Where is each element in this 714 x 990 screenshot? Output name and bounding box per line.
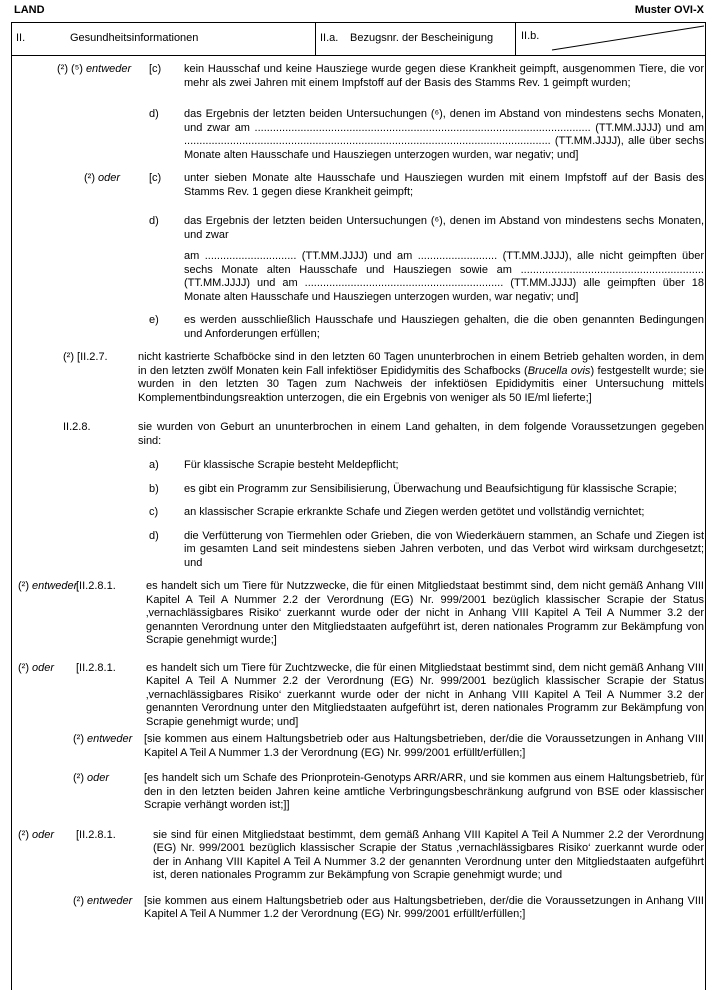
clause-row: [13, 108, 704, 162]
clause-row: [13, 895, 704, 922]
clause-item-letter: b): [149, 482, 159, 495]
clause-text: sie wurden von Geburt an ununterbrochen in einem Land gehalten, in dem folgende Voraussetzungen gegeben sind:: [138, 421, 704, 447]
header-cell-health-info: [12, 23, 316, 55]
clause-item-letter: d): [149, 529, 159, 542]
ref-number: II.a.: [320, 32, 339, 45]
clause-row: [13, 662, 704, 730]
clause-paragraph-dates: am .............................. (TT.MM.JJJJ) und am .......................... (TT.MM.JJJJ), alle nicht geimpften über sechs Monate alten Hausschafe und Hausziegen sowie am ............................................................ (TT.MM.JJJJ) und am ................................................................. (TT.MM.JJJJ) alle geimpften über 18 Monate alten Hausschafe und Hausziegen unterzogen wurden, war negativ; und]: [184, 250, 704, 303]
country-label: LAND: [14, 4, 45, 16]
clause-row: [13, 733, 704, 760]
page-top-bar: [0, 0, 714, 18]
table-header-row: [12, 23, 705, 56]
clause-margin-label: [13, 314, 149, 341]
clause-margin-label: (²) (⁵) entweder: [57, 63, 132, 75]
clause-item-letter: e): [149, 314, 159, 326]
clause-item-letter: d): [149, 108, 159, 120]
table-body: [12, 56, 705, 922]
clause-margin-label: (²) entweder: [73, 894, 133, 907]
clause-text: sie sind für einen Mitgliedstaat bestimmt, dem gemäß Anhang VIII Kapitel A Teil A Nummer 2.2 der Verordnung (EG) Nr. 999/2001 bezüglich klassischer Scrapie der Status ‚vernachlässigbares Risiko‘ zuerkannt wurde oder der in Anhang VIII Kapitel A Teil A Nummer 3.2 der genannten Verordnung unter den Mitgliedstaaten aufgeführt ist, deren nationales Programm zur Bekämpfung von Scrapie genehmigt wurde; und: [153, 828, 704, 881]
clause-text: [es handelt sich um Schafe des Prionprotein-Genotyps ARR/ARR, und sie kommen aus einem Haltungsbetrieb, für den in den letzten beiden Jahren keine amtliche Verbringungsbeschränkung aufgrund von BSE oder klassischer Scrapie verhängt worden ist;]]: [144, 772, 704, 811]
clause-item-letter: d): [149, 215, 159, 227]
clause-number-label: [II.2.8.1.: [76, 580, 116, 592]
clause-number-label: [II.2.8.1.: [76, 828, 116, 841]
clause-text: es handelt sich um Tiere für Nutzzwecke, die für einen Mitgliedstaat bestimmt sind, dem nicht gemäß Anhang VIII Kapitel A Teil A Nummer 2.2 der Verordnung (EG) Nr. 999/2001 bezüglich klassischer Scrapie der Status ‚vernachlässigbares Risiko‘ zuerkannt wurde oder der nicht in Anhang VIII Kapitel A Teil A Nummer 3.2 der genannten Verordnung unter den Mitgliedstaaten aufgeführt ist, deren nationales Programm zur Bekämpfung von Scrapie genehmigt wurde;]: [146, 580, 704, 646]
clause-row: [13, 314, 704, 341]
clause-text: nicht kastrierte Schafböcke sind in den letzten 60 Tagen ununterbrochen in einem Betrieb gehalten worden, in dem in den letzten zwölf Monaten kein Fall infektiöser Epididymitis des Schafbocks (Brucella ovis) festgestellt wurde; sie wurden in den letzten 30 Tagen zum Nachweis der infektiösen Epididymitis einer Untersuchung mittels Komplementbindungsreaktion unterzogen, die ein Ergebnis von weniger als 50 IE/ml lieferte;]: [138, 351, 704, 404]
clause-margin-label: (²) oder: [73, 772, 110, 784]
clause-row: [13, 63, 704, 90]
clause-row: [13, 580, 704, 648]
clause-item-letter: [c): [149, 63, 162, 75]
clause-row: [13, 459, 704, 473]
model-label: Muster OVI-X: [634, 4, 704, 16]
clause-number-label: II.2.8.: [63, 421, 91, 433]
clause-margin-label: (²) entweder: [18, 580, 78, 592]
clause-row: [13, 506, 704, 520]
clause-text: es gibt ein Programm zur Sensibilisierung, Überwachung und Beaufsichtigung für klassische Scrapie;: [184, 482, 677, 495]
clause-text: [184, 215, 704, 304]
clause-row: [13, 530, 704, 571]
clause-text: es werden ausschließlich Hausschafe und Hausziegen gehalten, die die oben genannten Bedingungen und Anforderungen erfüllen;: [184, 314, 704, 340]
certificate-table: [11, 22, 706, 990]
clause-text: an klassischer Scrapie erkrankte Schafe und Ziegen werden getötet und vollständig vernichtet;: [184, 506, 645, 518]
clause-number-label: (²) [II.2.7.: [63, 351, 108, 363]
clause-row: [13, 772, 704, 813]
clause-margin-label: [13, 215, 149, 304]
clause-row: [13, 483, 704, 497]
header-cell-reference-number: [316, 23, 516, 55]
clause-margin-label: (²) oder: [18, 661, 55, 674]
clause-text: [sie kommen aus einem Haltungsbetrieb oder aus Haltungsbetrieben, der/die die Voraussetzungen in Anhang VIII Kapitel A Teil A Nummer 1.2 der Verordnung (EG) Nr. 999/2001 erfüllt/erfüllen;]: [144, 894, 704, 920]
clause-margin-label: (²) oder: [18, 828, 55, 841]
clause-row: [13, 351, 704, 405]
ref-label: Bezugsnr. der Bescheinigung: [350, 32, 494, 45]
section-title: Gesundheitsinformationen: [70, 32, 199, 45]
header-cell-local-reference: [516, 23, 705, 55]
local-ref-number: II.b.: [521, 30, 540, 42]
clause-item-letter: a): [149, 459, 159, 471]
clause-row: [13, 215, 704, 304]
section-number: II.: [16, 32, 26, 45]
clause-row: [13, 421, 704, 448]
clause-row: [13, 172, 704, 199]
clause-margin-label: [13, 459, 149, 473]
clause-number-label: [II.2.8.1.: [76, 661, 116, 674]
clause-text: kein Hausschaf und keine Hausziege wurde gegen diese Krankheit geimpft, ausgenommen Tiere, die vor mehr als zwei Jahren mit einem Impfstoff auf der Basis des Stamms Rev. 1 geimpft wurden;: [184, 63, 704, 89]
clause-text: [sie kommen aus einem Haltungsbetrieb oder aus Haltungsbetrieben, der/die die Voraussetzungen in Anhang VIII Kapitel A Teil A Nummer 1.3 der Verordnung (EG) Nr. 999/2001 erfüllt/erfüllen;]: [144, 733, 704, 759]
clause-margin-label: (²) entweder: [73, 733, 133, 745]
clause-row: [13, 829, 704, 883]
clause-item-letter: [c): [149, 172, 162, 184]
clause-item-letter: c): [149, 506, 159, 518]
clause-text: das Ergebnis der letzten beiden Untersuchungen (⁶), denen im Abstand von mindestens sechs Monaten, und zwar am .............................................................................................................. (TT.MM.JJJJ) und am ........................................................................................................................ (TT.MM.JJJJ), alle über sechs Monate alten Hausschafe und Hausziegen unterzogen wurden, war negativ; und]: [184, 108, 704, 161]
clause-margin-label: [13, 483, 149, 497]
clause-margin-label: [13, 530, 149, 571]
clause-text: die Verfütterung von Tiermehlen oder Grieben, die von Wiederkäuern stammen, an Schafe und Ziegen ist im gesamten Land seit mindestens sieben Jahren verboten, und das Verbot wird wirksam durchgesetzt; und: [184, 529, 704, 569]
clause-text: Für klassische Scrapie besteht Meldepflicht;: [184, 459, 399, 471]
clause-text: unter sieben Monate alte Hausschafe und Hausziegen wurden mit einem Impfstoff auf der Basis des Stamms Rev. 1 gegen diese Krankheit geimpft;: [184, 172, 704, 198]
species-latin-name: Brucella ovis: [527, 364, 591, 377]
clause-paragraph: das Ergebnis der letzten beiden Untersuchungen (⁶), denen im Abstand von mindestens sechs Monaten, und zwar: [184, 215, 704, 241]
clause-margin-label: (²) oder: [84, 172, 121, 184]
clause-text: es handelt sich um Tiere für Zuchtzwecke, die für einen Mitgliedstaat bestimmt sind, dem nicht gemäß Anhang VIII Kapitel A Teil A Nummer 2.2 der Verordnung (EG) Nr. 999/2001 bezüglich klassischer Scrapie der Status ‚vernachlässigbares Risiko‘ zuerkannt wurde oder der nicht in Anhang VIII Kapitel A Teil A Nummer 3.2 der genannten Verordnung unter den Mitgliedstaaten aufgeführt ist, deren nationales Programm zur Bekämpfung von Scrapie genehmigt wurde; und]: [146, 661, 704, 728]
clause-margin-label: [13, 506, 149, 520]
clause-margin-label: [13, 108, 149, 162]
diagonal-strike-line: [516, 23, 705, 55]
